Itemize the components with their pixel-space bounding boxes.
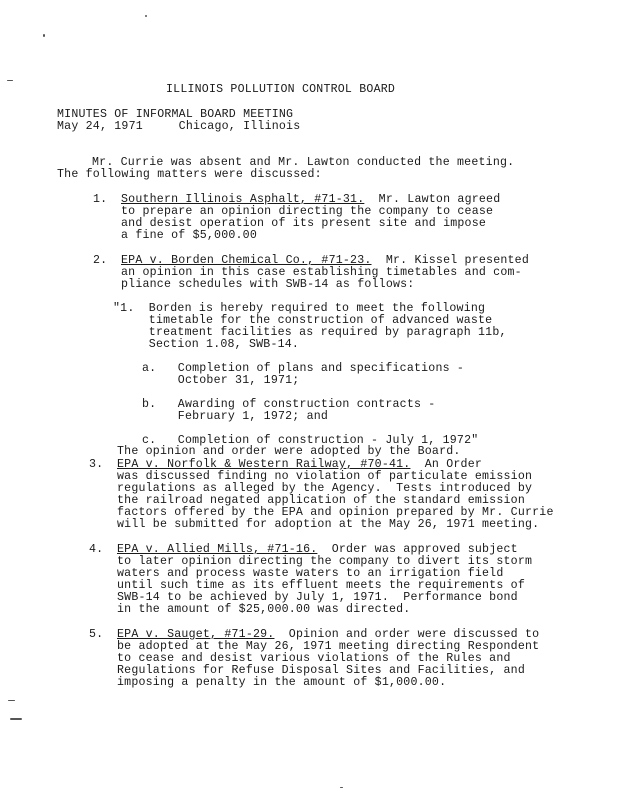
subitem-text: October 31, 1971; [142,374,300,387]
subitem-text: February 1, 1972; and [142,410,329,423]
item-number: 5. [89,628,104,641]
item-text: regulations as alleged by the Agency. Tests introduced by [117,482,533,495]
item-text: the railroad negated application of the standard emission [117,494,525,507]
item-text: and desist operation of its present site and impose [121,217,487,230]
quote-text: "1. Borden is hereby required to meet the following [113,302,486,315]
case-name: EPA v. Allied Mills, #71-16. [117,543,318,556]
item-text: to later opinion directing the company to divert its storm [117,555,533,568]
scan-speck [43,34,45,37]
meeting-date-place: May 24, 1971 Chicago, Illinois [57,120,301,133]
item-number: 3. [89,458,104,471]
scan-speck [7,80,13,81]
quote-text: timetable for the construction of advanced waste [113,314,493,327]
item-text: Mr. Kissel presented [371,254,529,267]
item-text: imposing a penalty in the amount of $1,000.00. [117,676,447,689]
item-text: Regulations for Refuse Disposal Sites and Facilities, and [117,664,525,677]
item-text: Opinion and order were discussed to [274,628,540,641]
scan-speck [340,787,343,788]
subitem-text: b. Awarding of construction contracts - [142,398,436,411]
case-name: EPA v. Borden Chemical Co., #71-23. [121,254,372,267]
quote-text: treatment facilities as required by paragraph 11b, [113,326,507,339]
subitem-text: c. Completion of construction - July 1, 1972" [142,434,479,447]
item-text: SWB-14 to be achieved by July 1, 1971. Performance bond [117,591,518,604]
case-name: EPA v. Norfolk & Western Railway, #70-41. [117,458,411,471]
item-text: pliance schedules with SWB-14 as follows: [121,278,415,291]
document-title: ILLINOIS POLLUTION CONTROL BOARD [166,83,396,96]
item-text: to cease and desist various violations of the Rules and [117,652,511,665]
item-text: Mr. Lawton agreed [364,193,501,206]
item-text: until such time as its effluent meets the requirements of [117,579,525,592]
item-closing: The opinion and order were adopted by the Board. [117,445,461,458]
quote-text: Section 1.08, SWB-14. [113,338,300,351]
scan-speck [10,718,22,720]
item-number: 2. [93,254,108,267]
item-number: 4. [89,543,104,556]
item-text: to prepare an opinion directing the company to cease [121,205,494,218]
item-text: in the amount of $25,000.00 was directed. [117,603,411,616]
scan-speck [8,700,15,701]
case-name: EPA v. Sauget, #71-29. [117,628,275,641]
item-text: waters and process waste waters to an irrigation field [117,567,504,580]
document-subtitle: MINUTES OF INFORMAL BOARD MEETING [57,108,294,121]
item-text: factors offered by the EPA and opinion prepared by Mr. Currie [117,506,554,519]
item-text: was discussed finding no violation of particulate emission [117,470,533,483]
intro-line: Mr. Currie was absent and Mr. Lawton conducted the meeting. [92,156,515,169]
case-name: Southern Illinois Asphalt, #71-31. [121,193,365,206]
item-text: will be submitted for adoption at the May 26, 1971 meeting. [117,518,540,531]
item-text: be adopted at the May 26, 1971 meeting directing Respondent [117,640,540,653]
item-text: an opinion in this case establishing timetables and com- [121,266,522,279]
intro-line: The following matters were discussed: [57,168,322,181]
item-number: 1. [93,193,108,206]
item-text: An Order [410,458,483,471]
item-text: a fine of $5,000.00 [121,229,257,242]
subitem-text: a. Completion of plans and specifications - [142,362,465,375]
scan-speck [145,15,147,17]
item-text: Order was approved subject [317,543,518,556]
